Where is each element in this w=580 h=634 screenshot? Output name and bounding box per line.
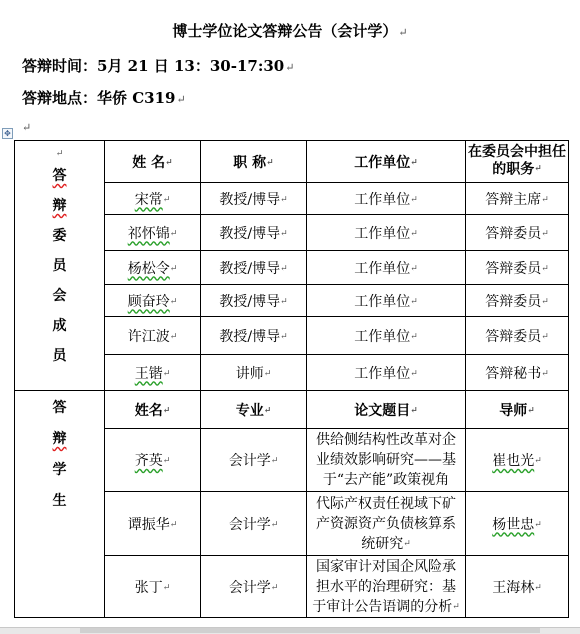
member-name: 宋常↵ bbox=[105, 183, 201, 215]
member-unit: 工作单位↵ bbox=[307, 355, 466, 391]
student-topic: 国家审计对国企风险承担水平的治理研究：基于审计公告语调的分析↵ bbox=[307, 556, 466, 618]
member-unit: 工作单位↵ bbox=[307, 215, 466, 251]
member-role: 答辩主席↵ bbox=[466, 183, 569, 215]
member-title: 教授/博导↵ bbox=[201, 285, 307, 317]
member-role: 答辩委员↵ bbox=[466, 251, 569, 285]
table-move-handle-icon[interactable]: ✥ bbox=[2, 128, 13, 139]
side-char: 辩 bbox=[52, 198, 67, 214]
header-topic: 论文题目↵ bbox=[307, 391, 466, 429]
student-advisor: 杨世忠↵ bbox=[466, 492, 569, 556]
student-topic: 代际产权责任视域下矿产资源资产负债核算系统研究↵ bbox=[307, 492, 466, 556]
side-char: 员 bbox=[52, 258, 67, 274]
member-role: 答辩委员↵ bbox=[466, 317, 569, 355]
member-unit: 工作单位↵ bbox=[307, 317, 466, 355]
header-major: 专业↵ bbox=[201, 391, 307, 429]
side-char: 辩 bbox=[52, 431, 67, 447]
side-char: 答 bbox=[52, 400, 67, 416]
member-title: 教授/博导↵ bbox=[201, 215, 307, 251]
committee-side-label: ↵ 答 辩 委 员 会 成 员 bbox=[15, 141, 105, 391]
member-role: 答辩委员↵ bbox=[466, 215, 569, 251]
member-name: 许江波↵ bbox=[105, 317, 201, 355]
side-char: 学 bbox=[52, 462, 67, 478]
students-header-row bbox=[15, 391, 569, 429]
side-char: 员 bbox=[52, 348, 67, 364]
student-advisor: 王海林↵ bbox=[466, 556, 569, 618]
student-major: 会计学↵ bbox=[201, 556, 307, 618]
students-side-label bbox=[15, 391, 105, 618]
member-unit: 工作单位↵ bbox=[307, 251, 466, 285]
side-char: 会 bbox=[52, 288, 67, 304]
member-title: 教授/博导↵ bbox=[201, 251, 307, 285]
student-name: 齐英↵ bbox=[105, 429, 201, 492]
defense-time: 答辩时间：5月 21 日 13：30-17:30↵ bbox=[22, 57, 295, 75]
member-unit: 工作单位↵ bbox=[307, 285, 466, 317]
student-major: 会计学↵ bbox=[201, 429, 307, 492]
defense-place: 答辩地点：华侨 C319↵ bbox=[22, 89, 186, 107]
committee-header-row bbox=[15, 141, 569, 183]
header-student-name: 姓名↵ bbox=[105, 391, 201, 429]
side-char: 委 bbox=[52, 228, 67, 244]
student-name: 张丁↵ bbox=[105, 556, 201, 618]
announcement-table bbox=[14, 140, 569, 618]
side-char: 生 bbox=[52, 493, 67, 509]
member-role: 答辩委员↵ bbox=[466, 285, 569, 317]
student-major: 会计学↵ bbox=[201, 492, 307, 556]
header-unit: 工作单位↵ bbox=[307, 141, 466, 183]
member-unit: 工作单位↵ bbox=[307, 183, 466, 215]
member-title: 教授/博导↵ bbox=[201, 183, 307, 215]
member-name: 杨松令↵ bbox=[105, 251, 201, 285]
paragraph-mark-icon: ↵ bbox=[22, 121, 32, 134]
student-advisor: 崔也光↵ bbox=[466, 429, 569, 492]
member-name: 祁怀锦↵ bbox=[105, 215, 201, 251]
header-advisor: 导师↵ bbox=[466, 391, 569, 429]
scrollbar-thumb[interactable] bbox=[80, 628, 540, 633]
header-title: 职 称↵ bbox=[201, 141, 307, 183]
member-role: 答辩秘书↵ bbox=[466, 355, 569, 391]
side-char: 成 bbox=[52, 318, 67, 334]
header-role: 在委员会中担任的职务↵ bbox=[466, 141, 569, 183]
member-name: 王锴↵ bbox=[105, 355, 201, 391]
member-name: 顾奋玲↵ bbox=[105, 285, 201, 317]
page-title: 博士学位论文答辩公告（会计学）↵ bbox=[172, 22, 408, 40]
member-title: 讲师↵ bbox=[201, 355, 307, 391]
student-name: 谭振华↵ bbox=[105, 492, 201, 556]
member-title: 教授/博导↵ bbox=[201, 317, 307, 355]
student-topic: 供给侧结构性改革对企业绩效影响研究——基于“去产能”政策视角 bbox=[307, 429, 466, 492]
header-name: 姓 名↵ bbox=[105, 141, 201, 183]
side-char: 答 bbox=[52, 168, 67, 184]
